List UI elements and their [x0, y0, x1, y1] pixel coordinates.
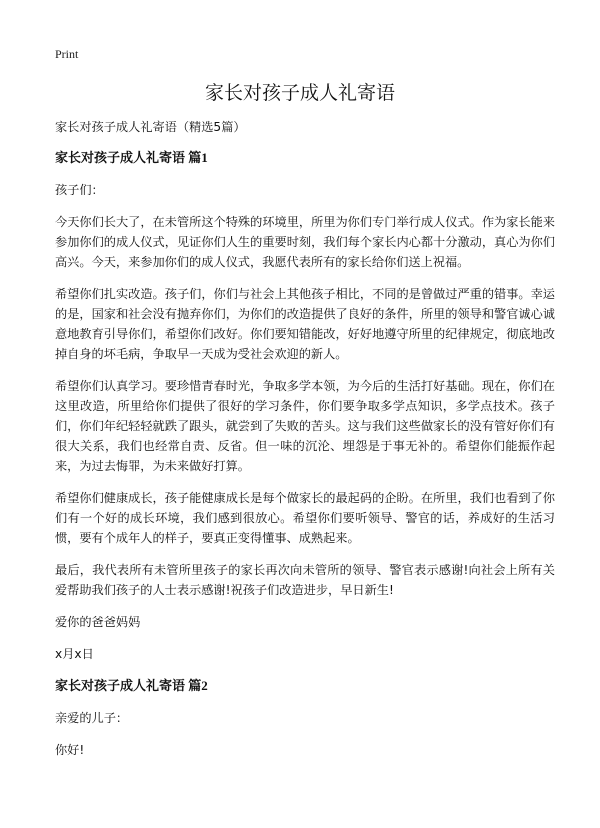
section-1-paragraph: 希望你们健康成长，孩子能健康成长是每个做家长的最起码的企盼。在所里，我们也看到了你们有一个好的成长环境，我们感到很放心。希望你们要听领导、警官的话，养成好的生活习惯，要有个成年人的样子，要真正变得懂事、成熟起来。 — [55, 491, 555, 545]
section-1-paragraph: 希望你们扎实改造。孩子们，你们与社会上其他孩子相比，不同的是曾做过严重的错事。幸运的是，国家和社会没有抛弃你们，为你们的改造提供了良好的条件，所里的领导和警官诚心诚意地教育引导你们，希望你们改好。你们要知错能改，好好地遵守所里的纪律规定，彻底地改掉自身的坏毛病，争取早一天成为受社会欢迎的新人。 — [55, 287, 555, 361]
section-2-heading: 家长对孩子成人礼寄语 篇2 — [55, 678, 208, 693]
print-link[interactable]: Print — [55, 47, 79, 61]
section-1-date: x月x日 — [55, 647, 94, 661]
section-1-paragraph: 今天你们长大了，在未管所这个特殊的环境里，所里为你们专门举行成人仪式。作为家长能来参加你们的成人仪式，见证你们人生的重要时刻，我们每个家长内心都十分激动，真心为你们高兴。今天，来参加你们的成人仪式，我愿代表所有的家长给你们送上祝福。 — [55, 215, 555, 269]
section-2-greeting: 亲爱的儿子： — [55, 711, 129, 725]
section-1-greeting: 孩子们： — [55, 183, 104, 197]
section-1-paragraph: 希望你们认真学习。要珍惜青春时光，争取多学本领，为今后的生活打好基础。现在，你们在这里改造，所里给你们提供了很好的学习条件，你们要争取多学点知识，多学点技术。孩子们，你们年纪轻轻就跌了跟头，就尝到了失败的苦头。这与我们这些做家长的没有管好你们有很大关系，我们也经常自责、反省。但一味的沉沦、埋怨是于事无补的。希望你们能振作起来，为过去悔罪，为未来做好打算。 — [55, 379, 555, 473]
page-title: 家长对孩子成人礼寄语 — [204, 82, 395, 104]
article-subtitle: 家长对孩子成人礼寄语（精选5篇） — [55, 120, 246, 134]
article-body — [55, 117, 555, 772]
section-1-heading: 家长对孩子成人礼寄语 篇1 — [55, 150, 208, 165]
section-1-paragraph: 最后，我代表所有未管所里孩子的家长再次向未管所的领导、警官表示感谢!向社会上所有关爱帮助我们孩子的人士表示感谢!祝孩子们改造进步，早日新生! — [55, 563, 555, 597]
section-1-signature: 爱你的爸爸妈妈 — [55, 615, 141, 629]
section-2-opening: 你好! — [55, 743, 85, 757]
